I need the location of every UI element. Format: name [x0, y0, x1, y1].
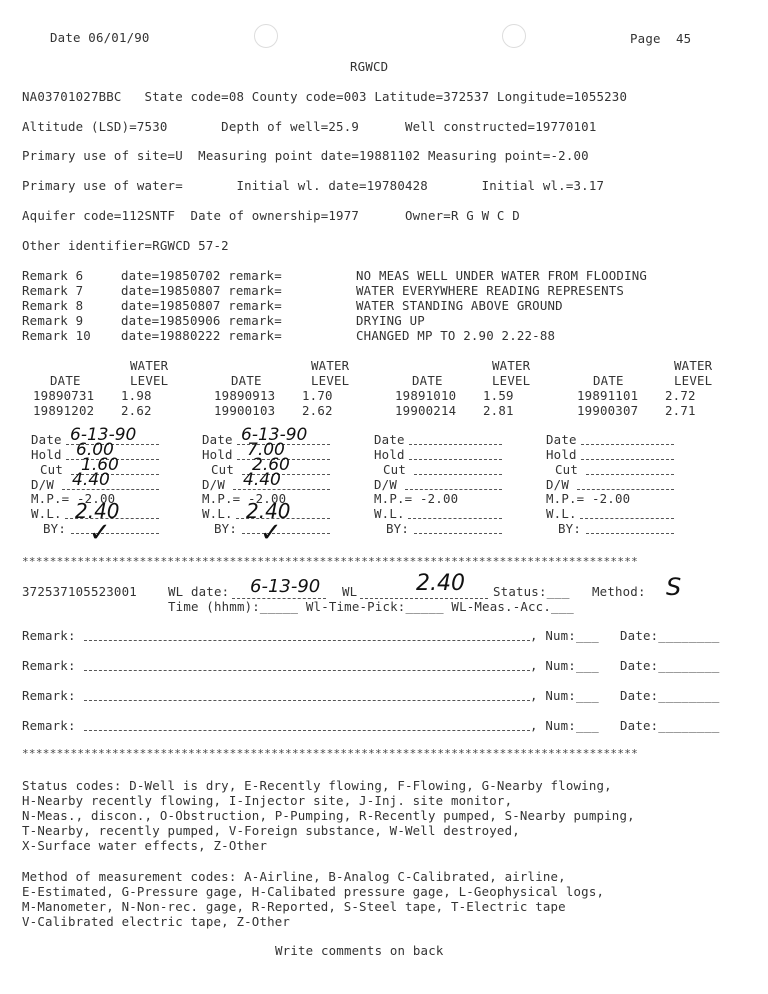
site-line-4: Primary use of water= Initial wl. date=19780428 Initial wl.=3.17 — [22, 178, 605, 193]
form-label-mp: M.P.= -2.00 — [374, 491, 459, 506]
status-codes-line: X-Surface water effects, Z-Other — [22, 838, 268, 853]
form-label-cut: Cut — [555, 462, 578, 477]
remark-row-num[interactable]: , Num:___ — [530, 718, 599, 733]
wl-date-input[interactable]: 6-13-90 — [250, 576, 321, 597]
form-value-dw[interactable]: 4.40 — [243, 470, 281, 490]
form-field-wl[interactable] — [580, 518, 674, 519]
remark-text: DRYING UP — [356, 313, 425, 328]
method-input[interactable]: S — [666, 573, 682, 601]
site-line-2: Altitude (LSD)=7530 Depth of well=25.9 Well constructed=19770101 — [22, 119, 597, 134]
status-codes-line: N-Meas., discon., O-Obstruction, P-Pumping, R-Recently pumped, S-Nearby pumping, — [22, 808, 635, 823]
remark-text: WATER EVERYWHERE READING REPRESENTS — [356, 283, 625, 298]
remark-row-label: Remark: — [22, 688, 76, 703]
water-header: WATER — [311, 358, 350, 373]
remark-label: Remark 7 — [22, 283, 91, 298]
form-value-cut[interactable]: 1.60 — [81, 455, 119, 475]
site-line-3: Primary use of site=U Measuring point date=19881102 Measuring point=-2.00 — [22, 148, 589, 163]
remark-date: date=19880222 remark= — [121, 328, 282, 343]
header-date: Date 06/01/90 — [50, 30, 150, 45]
form-value-cut[interactable]: 2.60 — [252, 455, 290, 475]
wl-date-label: WL date: — [168, 584, 230, 599]
form-label-wl: W.L. — [202, 506, 233, 521]
site-line-5: Aquifer code=112SNTF Date of ownership=1977 Owner=R G W C D — [22, 208, 520, 223]
form-field-hold[interactable] — [409, 459, 502, 460]
form-label-wl: W.L. — [374, 506, 405, 521]
form-value-date[interactable]: 6-13-90 — [70, 425, 137, 445]
date-header: DATE — [231, 373, 262, 388]
water-header: WATER — [492, 358, 531, 373]
status-codes-line: H-Nearby recently flowing, I-Injector site, J-Inj. site monitor, — [22, 793, 513, 808]
level-date: 19900307 — [577, 403, 639, 418]
remark-label: Remark 9 — [22, 313, 91, 328]
remark-date: date=19850702 remark= — [121, 268, 282, 283]
level-value: 2.71 — [665, 403, 696, 418]
remark-text: WATER STANDING ABOVE GROUND — [356, 298, 563, 313]
form-label-mp: M.P.= -2.00 — [546, 491, 631, 506]
agency-title: RGWCD — [350, 59, 389, 74]
form-label-mp: M.P.= -2.00 — [31, 491, 116, 506]
form-label-by: BY: — [386, 521, 409, 536]
form-field-dw[interactable] — [405, 489, 502, 490]
level-date: 19891101 — [577, 388, 639, 403]
form-label-mp: M.P.= -2.00 — [202, 491, 287, 506]
level-value: 2.62 — [121, 403, 152, 418]
form-field-by[interactable] — [242, 533, 330, 534]
form-value-date[interactable]: 6-13-90 — [241, 425, 308, 445]
site-line-1: NA03701027BBC State code=08 County code=003 Latitude=372537 Longitude=1055230 — [22, 89, 628, 104]
form-label-dw: D/W — [31, 477, 54, 492]
remark-row-field[interactable] — [84, 640, 530, 641]
time-line[interactable]: Time (hhmm):_____ Wl-Time-Pick:_____ WL-Meas.-Acc.___ — [168, 599, 574, 614]
level-date: 19900103 — [214, 403, 276, 418]
punch-hole-left — [254, 24, 278, 48]
level-date: 19891202 — [33, 403, 95, 418]
form-field-cut[interactable] — [586, 474, 674, 475]
form-label-hold: Hold — [546, 447, 577, 462]
signature-check-mark: ✓ — [89, 518, 111, 548]
level-header: LEVEL — [674, 373, 713, 388]
level-date: 19891010 — [395, 388, 457, 403]
form-label-by: BY: — [43, 521, 66, 536]
site-line-6: Other identifier=RGWCD 57-2 — [22, 238, 229, 253]
form-label-date: Date — [202, 432, 233, 447]
water-header: WATER — [674, 358, 713, 373]
method-codes-line: V-Calibrated electric tape, Z-Other — [22, 914, 291, 929]
remark-row-field[interactable] — [84, 700, 530, 701]
form-label-date: Date — [374, 432, 405, 447]
remark-row-date[interactable]: Date:________ — [620, 688, 720, 703]
form-field-wl[interactable] — [408, 518, 502, 519]
form-label-wl: W.L. — [546, 506, 577, 521]
level-header: LEVEL — [492, 373, 531, 388]
method-codes-line: M-Manometer, N-Non-rec. gage, R-Reported, S-Steel tape, T-Electric tape — [22, 899, 566, 914]
remark-date: date=19850906 remark= — [121, 313, 282, 328]
remark-text: CHANGED MP TO 2.90 2.22-88 — [356, 328, 556, 343]
form-label-dw: D/W — [546, 477, 569, 492]
remark-row-num[interactable]: , Num:___ — [530, 628, 599, 643]
site-id: 372537105523001 — [22, 584, 137, 599]
form-label-hold: Hold — [31, 447, 62, 462]
form-field-date[interactable] — [409, 444, 502, 445]
wl-label: WL — [342, 584, 358, 599]
remark-label: Remark 6 — [22, 268, 91, 283]
divider: ***************************************************************************************** — [22, 747, 639, 760]
remark-date: date=19850807 remark= — [121, 298, 282, 313]
page-number: Page 45 — [630, 31, 692, 46]
form-field-hold[interactable] — [581, 459, 674, 460]
water-header: WATER — [130, 358, 169, 373]
form-label-date: Date — [546, 432, 577, 447]
level-date: 19900214 — [395, 403, 457, 418]
form-label-cut: Cut — [40, 462, 63, 477]
remark-label: Remark 8 — [22, 298, 91, 313]
date-header: DATE — [50, 373, 81, 388]
form-field-by[interactable] — [71, 533, 159, 534]
level-value: 1.98 — [121, 388, 152, 403]
footer-note: Write comments on back — [275, 943, 444, 958]
form-label-hold: Hold — [202, 447, 233, 462]
form-value-wl[interactable]: 2.40 — [75, 499, 120, 523]
level-value: 1.59 — [483, 388, 514, 403]
remark-row-date[interactable]: Date:________ — [620, 658, 720, 673]
level-header: LEVEL — [311, 373, 350, 388]
form-field-date[interactable] — [581, 444, 674, 445]
status-codes-line: T-Nearby, recently pumped, V-Foreign substance, W-Well destroyed, — [22, 823, 520, 838]
date-header: DATE — [412, 373, 443, 388]
status-codes-line: Status codes: D-Well is dry, E-Recently flowing, F-Flowing, G-Nearby flowing, — [22, 778, 612, 793]
form-field-cut[interactable] — [414, 474, 502, 475]
method-label: Method: — [592, 584, 646, 599]
remark-row-label: Remark: — [22, 658, 76, 673]
remark-row-label: Remark: — [22, 718, 76, 733]
status-label[interactable]: Status:___ — [493, 584, 570, 599]
form-label-cut: Cut — [211, 462, 234, 477]
method-codes-line: Method of measurement codes: A-Airline, B-Analog C-Calibrated, airline, — [22, 869, 566, 884]
remark-row-date[interactable]: Date:________ — [620, 718, 720, 733]
remark-text: NO MEAS WELL UNDER WATER FROM FLOODING — [356, 268, 648, 283]
form-label-by: BY: — [558, 521, 581, 536]
divider: ***************************************************************************************** — [22, 555, 639, 568]
signature-check-mark: ✓ — [260, 518, 282, 548]
form-field-by[interactable] — [586, 533, 674, 534]
level-value: 1.70 — [302, 388, 333, 403]
form-label-date: Date — [31, 432, 62, 447]
method-codes-line: E-Estimated, G-Pressure gage, H-Calibated pressure gage, L-Geophysical logs, — [22, 884, 605, 899]
level-header: LEVEL — [130, 373, 169, 388]
form-value-hold[interactable]: 6.00 — [76, 440, 114, 460]
level-date: 19890913 — [214, 388, 276, 403]
level-date: 19890731 — [33, 388, 95, 403]
form-label-dw: D/W — [202, 477, 225, 492]
remark-label: Remark 10 — [22, 328, 91, 343]
form-label-hold: Hold — [374, 447, 405, 462]
remark-date: date=19850807 remark= — [121, 283, 282, 298]
punch-hole-right — [502, 24, 526, 48]
remark-row-field[interactable] — [84, 670, 530, 671]
remark-row-field[interactable] — [84, 730, 530, 731]
level-value: 2.72 — [665, 388, 696, 403]
level-value: 2.81 — [483, 403, 514, 418]
remark-row-date[interactable]: Date:________ — [620, 628, 720, 643]
date-header: DATE — [593, 373, 624, 388]
level-value: 2.62 — [302, 403, 333, 418]
remark-row-label: Remark: — [22, 628, 76, 643]
form-label-cut: Cut — [383, 462, 406, 477]
form-value-wl[interactable]: 2.40 — [246, 499, 291, 523]
form-label-by: BY: — [214, 521, 237, 536]
remark-row-num[interactable]: , Num:___ — [530, 658, 599, 673]
form-label-dw: D/W — [374, 477, 397, 492]
form-field-dw[interactable] — [577, 489, 674, 490]
form-field-by[interactable] — [414, 533, 502, 534]
wl-input[interactable]: 2.40 — [416, 571, 465, 596]
form-label-wl: W.L. — [31, 506, 62, 521]
form-value-dw[interactable]: 4.40 — [72, 470, 110, 490]
remark-row-num[interactable]: , Num:___ — [530, 688, 599, 703]
form-value-hold[interactable]: 7.00 — [247, 440, 285, 460]
